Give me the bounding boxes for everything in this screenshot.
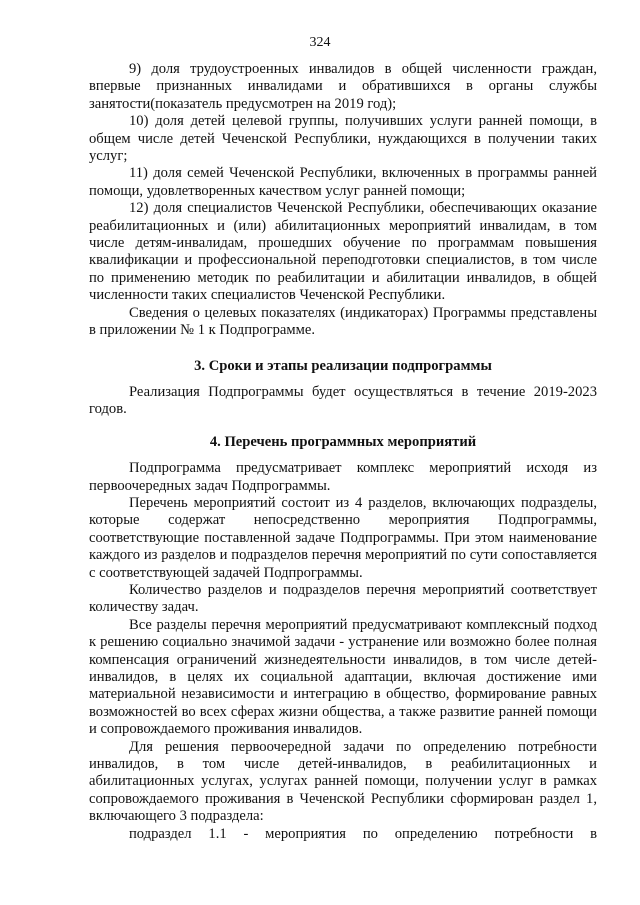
indicators-reference-paragraph: Сведения о целевых показателях (индикаторах) Программы представлены в приложении № 1 к Подпрограмме.	[89, 304, 597, 339]
section-4-paragraph: Перечень мероприятий состоит из 4 разделов, включающих подразделы, которые содержат непосредственно мероприятия Подпрограммы, соответствующие поставленной задаче Подпрограммы. При этом наименование каждого из разделов и подразделов перечня мероприятий по сути сопоставляется с соответствующей задачей Подпрограммы.	[89, 494, 597, 581]
page-number: 324	[309, 35, 331, 50]
list-item-9: 9) доля трудоустроенных инвалидов в общей численности граждан, впервые признанных инвалидами и обратившихся в органы службы занятости(показатель предусмотрен на 2019 год);	[89, 61, 597, 112]
list-item-11: 11) доля семей Чеченской Республики, включенных в программы ранней помощи, удовлетворенных качеством услуг ранней помощи;	[89, 165, 597, 199]
section-3-text: Реализация Подпрограммы будет осуществляться в течение 2019-2023 годов.	[89, 383, 597, 418]
list-item-10: 10) доля детей целевой группы, получивших услуги ранней помощи, в общем числе детей Чеченской Республики, нуждающихся в получении таких услуг;	[89, 113, 597, 165]
section-3-heading: 3. Сроки и этапы реализации подпрограммы	[194, 357, 492, 374]
section-4-paragraph: Подпрограмма предусматривает комплекс мероприятий исходя из первоочередных задач Подпрограммы.	[89, 460, 597, 494]
section-4-paragraph: Для решения первоочередной задачи по определению потребности инвалидов, в том числе детей-инвалидов, в реабилитационных и абилитационных услугах, услугах ранней помощи, получении услуг в рамках сопровождаемого проживания в Чеченской Республики сформирован раздел 1, включающего 3 подраздела:	[89, 738, 597, 825]
list-item-12: 12) доля специалистов Чеченской Республики, обеспечивающих оказание реабилитационных и (или) абилитационных мероприятий инвалидам, в том числе детям-инвалидам, прошедших обучение по программам повышения квалификации и профессиональной переподготовки специалистов, в том числе по применению методик по реабилитации и абилитации инвалидов, в общей численности таких специалистов Чеченской Республики.	[89, 200, 597, 304]
section-4-paragraph: Все разделы перечня мероприятий предусматривают комплексный подход к решению социально значимой задачи - устранение или возможно более полная компенсация ограничений жизнедеятельности инвалидов, в том числе детей-инвалидов, в целях их социальной адаптации, включая достижение ими материальной независимости и интеграцию в общество, формирование равных возможностей во всех сферах жизни общества, а также развитие ранней помощи и сопровождаемого проживания инвалидов.	[89, 616, 597, 738]
section-4-heading: 4. Перечень программных мероприятий	[209, 433, 477, 450]
section-4-paragraph: Количество разделов и подразделов перечня мероприятий соответствует количеству задач.	[89, 581, 597, 616]
page-body	[89, 61, 597, 843]
subsection-1-1-line: подраздел 1.1 - мероприятия по определению потребности в	[129, 825, 597, 842]
